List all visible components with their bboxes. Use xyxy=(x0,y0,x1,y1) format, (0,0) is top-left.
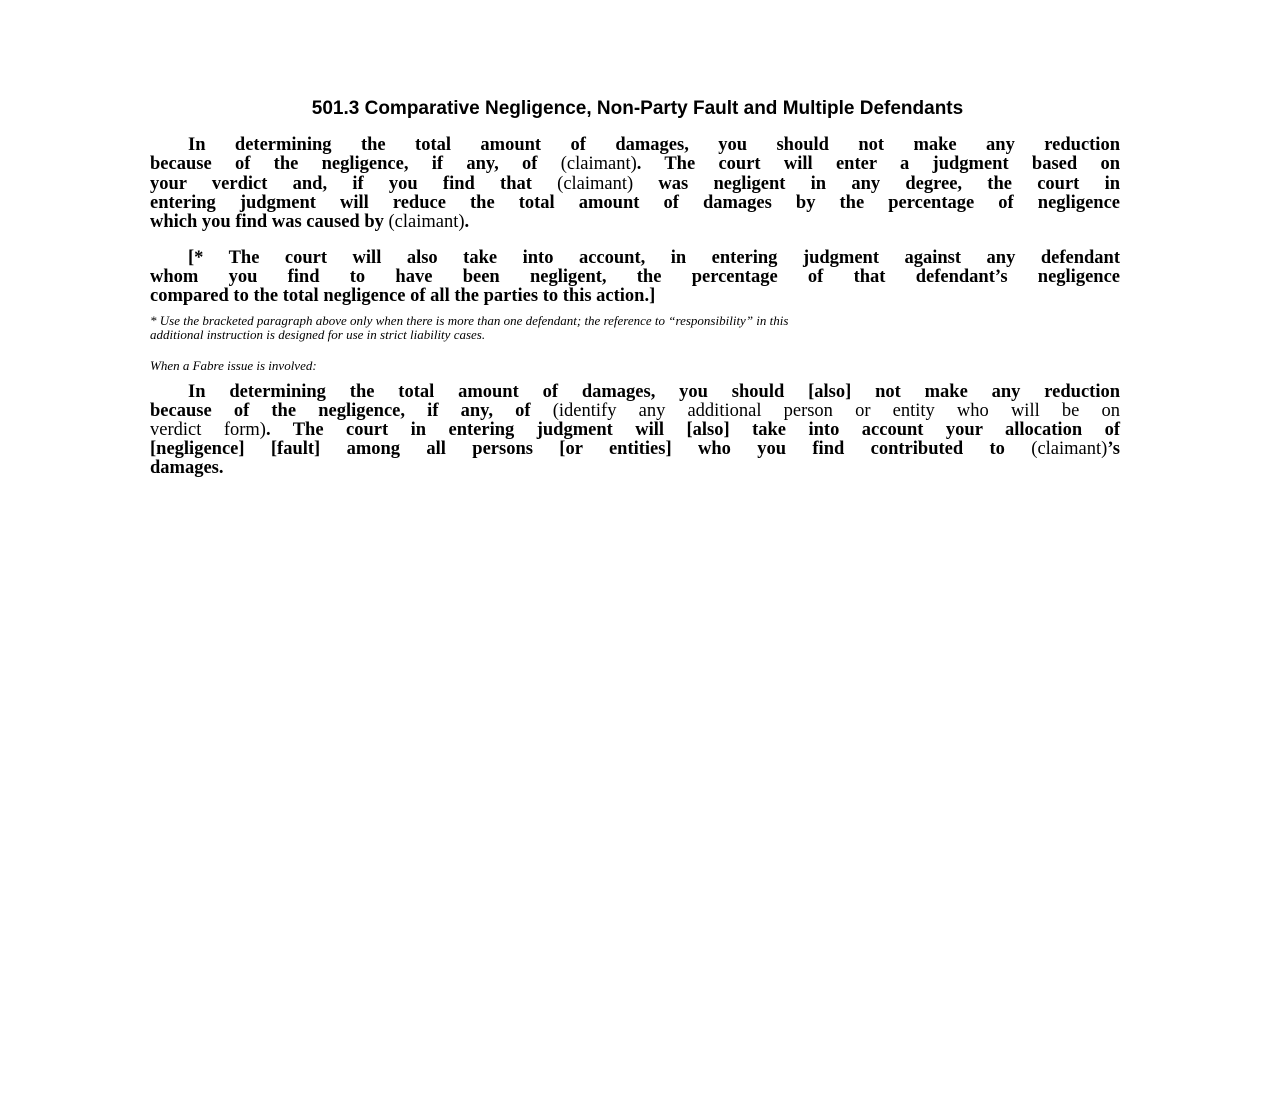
text-line xyxy=(150,267,1120,287)
bold-text: . xyxy=(464,212,470,232)
text-line xyxy=(150,439,1120,459)
bold-text: ’s xyxy=(1107,439,1120,459)
bold-text: compared to the total negligence of all the parties to this action.] xyxy=(150,286,656,306)
footnote-line-2: additional instruction is designed for use in strict liability cases. xyxy=(150,327,486,342)
bold-text: . The court will enter a judgment based on xyxy=(636,154,1120,174)
footnote-line-1: * Use the bracketed paragraph above only when there is more than one defendant; the reference to “responsibility” in this xyxy=(150,313,789,328)
placeholder-text: (claimant) xyxy=(560,154,637,174)
bold-text: whom you find to have been negligent, the percentage of that defendant’s negligence xyxy=(150,267,1120,287)
text-line xyxy=(150,382,1120,402)
bold-text: entering judgment will reduce the total amount of damages by the percentage of negligence xyxy=(150,193,1120,213)
bold-text: was negligent in any degree, the court in xyxy=(633,174,1120,194)
bold-text: In determining the total amount of damages, you should not make any reduction xyxy=(188,135,1120,155)
bold-text: because of the negligence, if any, of xyxy=(150,401,553,421)
text-line xyxy=(150,286,1120,306)
text-line xyxy=(150,212,1120,232)
placeholder-text: verdict form) xyxy=(150,420,266,440)
placeholder-text: (claimant) xyxy=(388,212,465,232)
bold-text: damages. xyxy=(150,458,224,478)
bold-text: which you find was caused by xyxy=(150,212,389,232)
bold-text: . The court in entering judgment will [also] take into account your allocation of xyxy=(265,420,1120,440)
placeholder-text: (claimant) xyxy=(1031,439,1108,459)
bold-text: your verdict and, if you find that xyxy=(150,174,558,194)
bold-text: [negligence] [fault] among all persons [or entities] who you find contributed to xyxy=(150,439,1032,459)
bold-text: because of the negligence, if any, of xyxy=(150,154,561,174)
text-line xyxy=(150,135,1120,155)
text-line xyxy=(150,248,1120,268)
placeholder-text: (identify any additional person or entity who will be on xyxy=(552,401,1120,421)
text-line xyxy=(150,174,1120,194)
text-line xyxy=(150,154,1120,174)
bold-text: [* The court will also take into account, in entering judgment against any defendant xyxy=(188,248,1120,268)
page-title: 501.3 Comparative Negligence, Non-Party Fault and Multiple Defendants xyxy=(311,98,964,119)
text-line xyxy=(150,458,1120,478)
text-line xyxy=(150,420,1120,440)
fabre-label: When a Fabre issue is involved: xyxy=(150,358,317,373)
bold-text: In determining the total amount of damages, you should [also] not make any reduction xyxy=(188,382,1120,402)
placeholder-text: (claimant) xyxy=(557,174,634,194)
text-line xyxy=(150,193,1120,213)
text-line xyxy=(150,401,1120,421)
